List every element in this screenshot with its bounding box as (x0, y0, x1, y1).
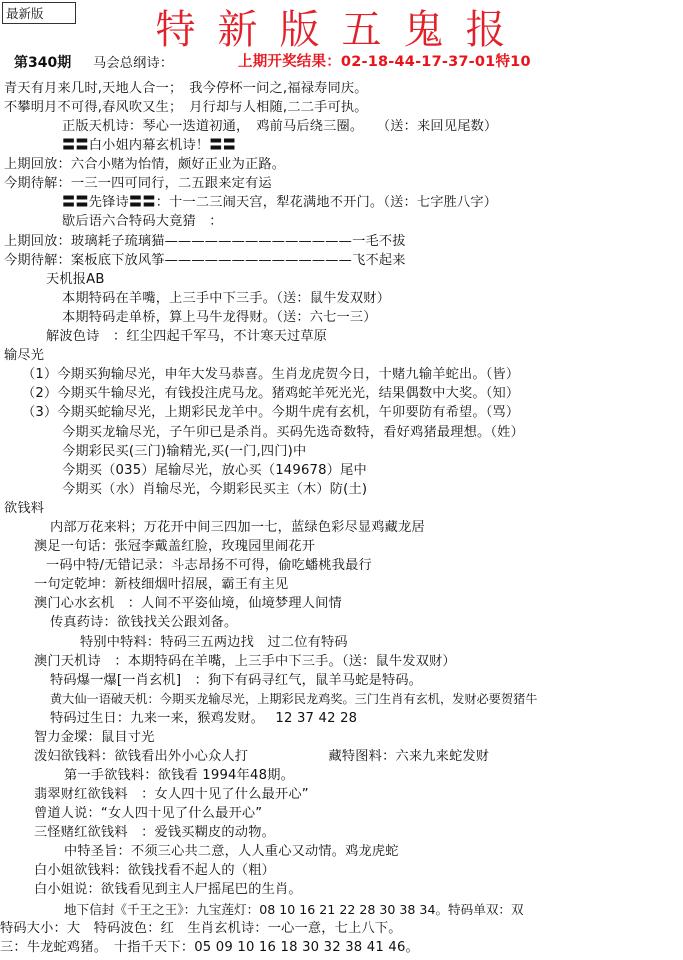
text-line: 传真药诗：欲钱找关公跟刘备。 (50, 615, 238, 630)
text-line: 中特圣旨：不须三心共二意，人人重心又动情。鸡龙虎蛇 (64, 844, 399, 859)
text-line: 三：牛龙蛇鸡猪。 十指千天下：05 09 10 16 18 30 32 38 41 46。 (0, 940, 419, 955)
text-line: 白小姐欲钱料：欲钱找看不起人的（粗） (34, 863, 275, 878)
text-line: 上期回放：六合小赌为怡情，颇好正业为正路。 (4, 157, 286, 172)
text-line: 上期回放：玻璃耗子琉璃猫——————————————一毛不拔 (4, 234, 406, 249)
text-line: （1）今期买狗输尽光，申年大发马恭喜。生肖龙虎贺今日，十赌九输羊蛇出。（皆） (22, 367, 520, 382)
page-title: 特新版五鬼报 (155, 7, 528, 53)
text-line: 青天有月来几时,天地人合一； 我今停杯一问之,福禄寿同庆。 (4, 81, 368, 96)
text-line: （2）今期买牛输尽光，有钱投注虎马龙。猪鸡蛇羊死光光，结果偶数中大奖。（知） (22, 386, 520, 401)
text-line: 〓〓白小姐内幕玄机诗！〓〓 (62, 138, 237, 153)
text-line: 特码过生日：九来一来，猴鸡发财。 12 37 42 28 (50, 711, 358, 726)
text-line: 白小姐说：欲钱看见到主人尸摇尾巴的生肖。 (34, 882, 302, 897)
slogan-label: 马会总纲诗： (93, 56, 174, 71)
text-line: 三怪赌红欲钱料 ：爱钱买糊皮的动物。 (34, 825, 275, 840)
text-line: 今期买（水）肖输尽光，今期彩民买主（木）防(土) (62, 482, 368, 497)
text-line: 特码大小：大 特码波色：红 生肖玄机诗：一心一意，七上八下。 (0, 921, 402, 936)
issue-number: 第340期 (14, 55, 72, 71)
text-line: 特别中特料：特码三五两边找 过二位有特码 (80, 635, 348, 650)
text-line: 今期待解：一三一四可同行，二五跟来定有运 (4, 176, 272, 191)
text-line: 歇后语六合特码大竟猜 ： (62, 214, 223, 229)
text-line: 本期特码走单桥，算上马牛龙得财。（送：六七一三） (62, 310, 377, 325)
text-line: 地下信封《千王之王》：九宝莲灯：08 10 16 21 22 28 30 38 34。特码单双：双 (64, 902, 524, 917)
text-line: 今期待解：案板底下放风筝——————————————飞不起来 (4, 253, 406, 268)
text-line: 一句定乾坤：新枝细烟叶招展，霸王有主见 (34, 577, 289, 592)
text-line: 不攀明月不可得,春风吹又生； 月行却与人相随,二二手可执。 (4, 100, 368, 115)
text-line: 一码中特/无错记录：斗志昂扬不可得，偷吃蟠桃我最行 (46, 558, 372, 573)
text-line: 特码爆一爆[一肖玄机] ：狗下有码寻红气，鼠羊马蛇是特码。 (50, 673, 423, 688)
text-line: 智力金墚：鼠目寸光 (34, 730, 155, 745)
edition-badge: 最新版 (2, 2, 76, 24)
text-line: 天机报AB (46, 272, 105, 287)
text-line: 曾道人说：“女人四十见了什么最开心” (34, 806, 263, 821)
text-line: 澳足一句话：张冠李戴盖红脸，玫瑰园里闹花开 (34, 539, 316, 554)
text-line: 澳门心水玄机 ：人间不平姿仙境，仙境梦理人间情 (34, 596, 342, 611)
text-line: 正版天机诗：琴心一迭道初通， 鸡前马后绕三圈。 （送：来回见尾数） (62, 119, 498, 134)
text-line: 泼妇欲钱料：欲钱看出外小心众人打 藏特图料：六来九来蛇发财 (34, 749, 490, 764)
text-line: 今期买（035）尾输尽光，放心买（149678）尾中 (62, 463, 367, 478)
text-line: 今期彩民买(三门)输精光,买(一门,四门)中 (62, 444, 307, 459)
last-result: 上期开奖结果：02-18-44-17-37-01特10 (238, 54, 531, 70)
text-line: 翡翠财红欲钱料 ：女人四十见了什么最开心” (34, 787, 309, 802)
text-line: 解波色诗 ：红尘四起千军马，不计寒天过草原 (46, 329, 328, 344)
section-heading: 欲钱料 (4, 501, 45, 516)
section-heading: 输尽光 (4, 348, 45, 363)
text-line: 黄大仙一语破天机：今期买龙输尽光，上期彩民龙鸡奖。三门生肖有玄机，发财必要贺猪牛 (50, 692, 538, 706)
text-line: 本期特码在羊嘴，上三手中下三手。（送：鼠牛发双财） (62, 291, 391, 306)
text-line: 第一手欲钱料：欲钱看 1994年48期。 (64, 768, 294, 783)
text-line: （3）今期买蛇输尽光，上期彩民龙羊中。今期牛虎有玄机，午卯要防有希望。（骂） (22, 405, 520, 420)
text-line: 〓〓先锋诗〓〓：十一二三闹天宫，犁花满地不开门。（送：七字胜八字） (62, 195, 498, 210)
text-line: 今期买龙输尽光，子午卯已是杀肖。买码先选奇数特，看好鸡猪最理想。（姓） (62, 425, 524, 440)
text-line: 澳门天机诗 ：本期特码在羊嘴，上三手中下三手。（送：鼠牛发双财） (34, 654, 456, 669)
text-line: 内部万花来料；万花开中间三四加一七，蓝绿色彩尽显鸡藏龙居 (50, 520, 425, 535)
